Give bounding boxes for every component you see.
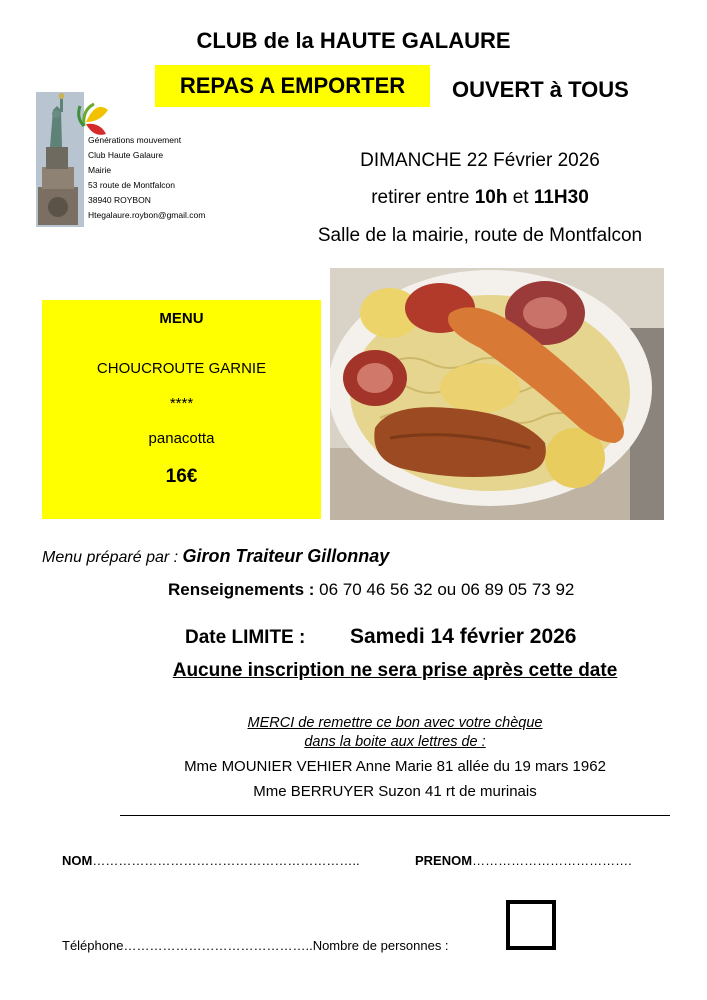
address-line: Club Haute Galaure <box>88 150 164 160</box>
menu-main-course: CHOUCROUTE GARNIE <box>96 360 267 377</box>
menu-dessert: panacotta <box>148 430 215 447</box>
pickup-prefix: retirer entre <box>371 187 475 208</box>
deadline-note: Aucune inscription ne sera prise après cette date <box>172 660 618 681</box>
address-line: Mairie <box>88 165 112 175</box>
address-email: Htegalaure.roybon@gmail.com <box>88 210 206 220</box>
nom-field[interactable] <box>62 853 360 868</box>
address-line: 53 route de Montfalcon <box>88 180 175 190</box>
return-person-1: Mme MOUNIER VEHIER Anne Marie 81 allée du 19 mars 1962 <box>184 758 606 775</box>
deadline-date: Samedi 14 février 2026 <box>350 625 577 648</box>
persons-count-box[interactable] <box>506 900 556 950</box>
club-title: CLUB de la HAUTE GALAURE <box>196 28 511 53</box>
choucroute-photo <box>330 268 664 520</box>
telephone-label: Téléphone <box>62 938 124 953</box>
prenom-field[interactable] <box>415 853 632 868</box>
prepared-by <box>42 546 389 567</box>
telephone-field[interactable] <box>62 938 449 953</box>
pickup-to: 11H30 <box>533 187 589 208</box>
event-pickup <box>270 187 690 209</box>
contact-label: Renseignements : <box>168 580 320 599</box>
event-date: DIMANCHE 22 Février 2026 <box>360 150 600 171</box>
contact-info <box>168 580 574 600</box>
address-line: Générations mouvement <box>88 135 182 145</box>
event-place: Salle de la mairie, route de Montfalcon <box>317 225 643 246</box>
telephone-dots: …………………………………….. <box>123 938 313 953</box>
pickup-and: et <box>507 187 534 208</box>
return-instructions-2: dans la boite aux lettres de : <box>304 734 486 750</box>
caterer-name: Giron Traiteur Gillonnay <box>182 546 390 566</box>
cut-line <box>120 815 670 816</box>
persons-label: Nombre de personnes : <box>312 938 449 953</box>
prenom-label: PRENOM <box>415 853 473 868</box>
prenom-dots: ………………………………. <box>472 853 632 868</box>
nom-dots: …………………………………………………….. <box>92 853 360 868</box>
pickup-from: 10h <box>474 187 508 208</box>
deadline-label: Date LIMITE : <box>185 627 306 648</box>
contact-phones: 06 70 46 56 32 ou 06 89 05 73 92 <box>319 580 575 599</box>
menu-heading: MENU <box>159 310 204 327</box>
menu-price: 16€ <box>165 466 198 487</box>
menu-box <box>42 300 321 519</box>
return-person-2: Mme BERRUYER Suzon 41 rt de murinais <box>253 783 537 800</box>
open-to-all: OUVERT à TOUS <box>452 77 629 102</box>
takeaway-banner: REPAS A EMPORTER <box>155 65 430 107</box>
club-address <box>88 133 205 223</box>
menu-separator: **** <box>169 395 194 412</box>
address-line: 38940 ROYBON <box>88 195 151 205</box>
return-instructions-1: MERCI de remettre ce bon avec votre chèque <box>247 715 543 731</box>
prepared-label: Menu préparé par : <box>42 549 183 566</box>
nom-label: NOM <box>62 853 93 868</box>
